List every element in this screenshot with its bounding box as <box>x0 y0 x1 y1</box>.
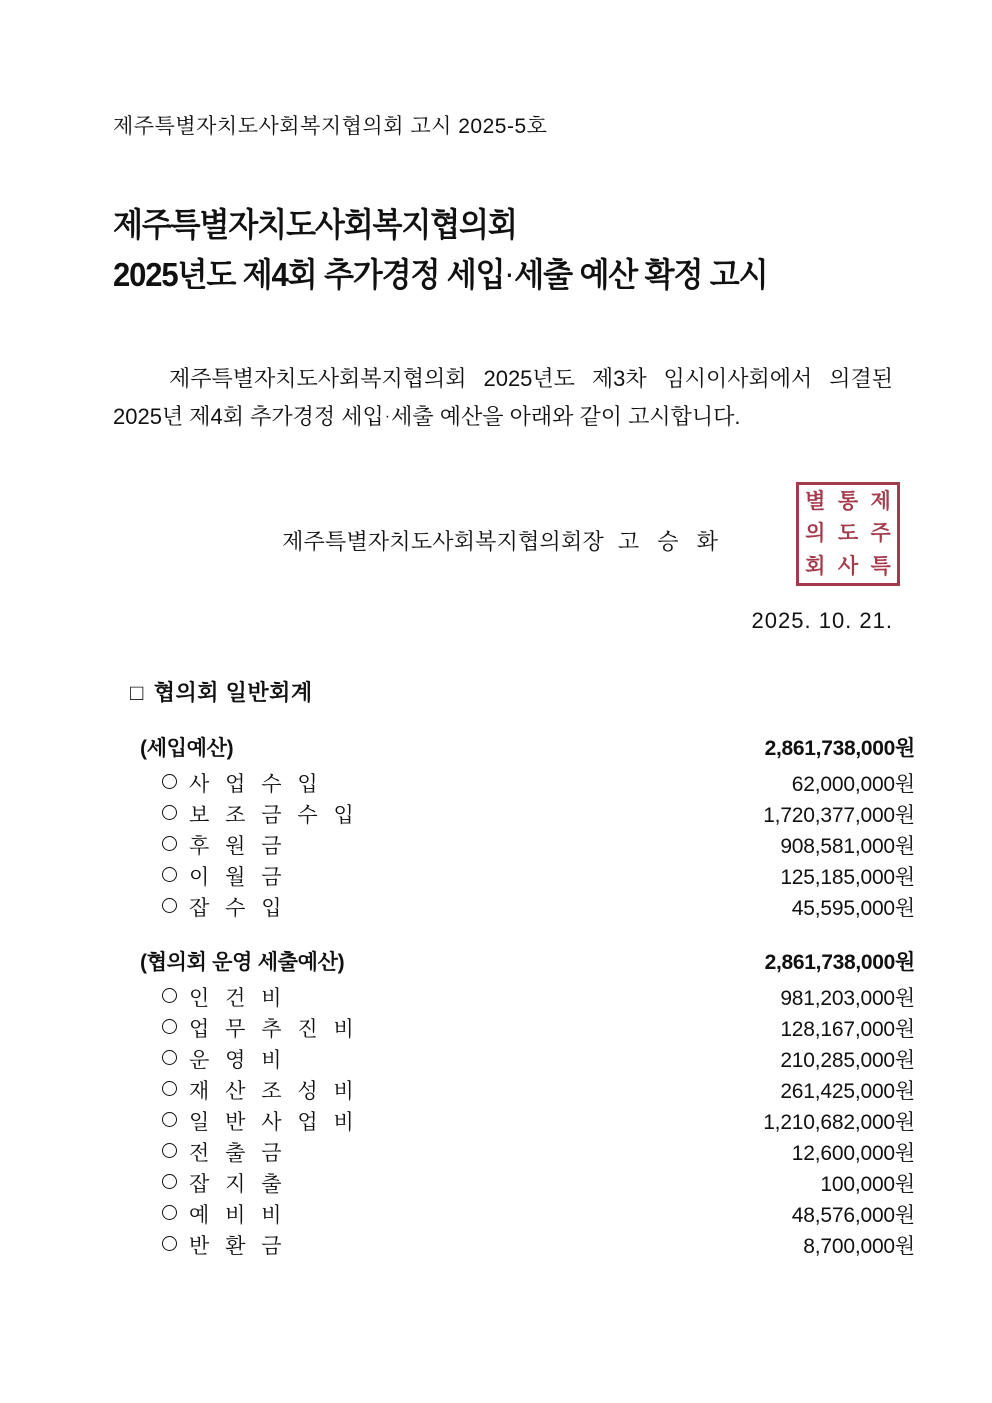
item-amount: 210,285,000원 <box>780 1049 915 1072</box>
circle-bullet-icon <box>162 774 177 789</box>
section-heading-label: 협의회 일반회계 <box>153 680 313 705</box>
item-label: 전 출 금 <box>189 1142 287 1165</box>
list-item <box>140 1076 915 1107</box>
list-item <box>140 831 915 862</box>
signer-title: 제주특별자치도사회복지협의회장 <box>282 529 604 554</box>
circle-bullet-icon <box>162 1236 177 1251</box>
item-amount: 62,000,000원 <box>791 773 915 796</box>
notice-number: 제주특별자치도사회복지협의회 고시 2025-5호 <box>113 115 548 138</box>
list-item <box>140 862 915 893</box>
budget-group-expenditure <box>140 946 915 1262</box>
group-total: 2,861,738,000원 <box>764 737 915 760</box>
list-item <box>140 769 915 800</box>
item-label: 보 조 금 수 입 <box>189 804 359 827</box>
group-header <box>140 946 915 976</box>
budget-group-revenue <box>140 732 915 924</box>
list-item <box>140 1107 915 1138</box>
body-paragraph <box>113 360 893 436</box>
list-item <box>140 1231 915 1262</box>
list-item <box>140 1138 915 1169</box>
seal-char: 사 <box>837 554 859 579</box>
item-amount: 48,576,000원 <box>791 1204 915 1227</box>
item-amount: 128,167,000원 <box>780 1018 915 1041</box>
group-total: 2,861,738,000원 <box>764 951 915 974</box>
circle-bullet-icon <box>162 1143 177 1158</box>
circle-bullet-icon <box>162 1019 177 1034</box>
item-label: 잡 지 출 <box>189 1173 287 1196</box>
body-text-b: 세출 예산을 아래와 같이 고시합니다. <box>391 404 741 429</box>
item-amount: 45,595,000원 <box>791 897 915 920</box>
item-label: 운 영 비 <box>189 1049 287 1072</box>
circle-bullet-icon <box>162 898 177 913</box>
circle-bullet-icon <box>162 1205 177 1220</box>
circle-bullet-icon <box>162 805 177 820</box>
seal-char: 회 <box>805 554 826 579</box>
group-title: (세입예산) <box>140 737 234 760</box>
document-date: 2025. 10. 21. <box>751 608 893 633</box>
circle-bullet-icon <box>162 1112 177 1127</box>
item-label: 후 원 금 <box>189 835 287 858</box>
item-label: 예 비 비 <box>189 1204 287 1227</box>
signature-line <box>113 525 893 556</box>
item-amount: 125,185,000원 <box>780 866 915 889</box>
item-amount: 12,600,000원 <box>791 1142 915 1165</box>
official-seal-icon <box>796 482 900 586</box>
item-label: 일 반 사 업 비 <box>189 1111 359 1134</box>
list-item <box>140 1200 915 1231</box>
item-label: 잡 수 입 <box>189 897 287 920</box>
list-item <box>140 983 915 1014</box>
item-amount: 261,425,000원 <box>780 1080 915 1103</box>
item-amount: 1,210,682,000원 <box>763 1111 915 1134</box>
circle-bullet-icon <box>162 1174 177 1189</box>
list-item <box>140 1045 915 1076</box>
body-separator: · <box>384 408 391 425</box>
title-line-2 <box>113 250 865 300</box>
seal-char: 별 <box>805 488 826 513</box>
list-item <box>140 893 915 924</box>
item-amount: 908,581,000원 <box>780 835 915 858</box>
budget-list <box>140 732 915 1284</box>
document-title <box>113 200 913 300</box>
list-item <box>140 800 915 831</box>
seal-char: 의 <box>805 521 826 546</box>
seal-char: 주 <box>870 521 891 546</box>
item-label: 업 무 추 진 비 <box>189 1018 359 1041</box>
body-text-a: 제주특별자치도사회복지협의회 2025년도 제3차 임시이사회에서 의결된 2025년 제4회 추가경정 세입 <box>113 366 893 429</box>
circle-bullet-icon <box>162 1081 177 1096</box>
square-bullet-icon: □ <box>130 680 144 705</box>
item-amount: 8,700,000원 <box>803 1235 915 1258</box>
item-label: 재 산 조 성 비 <box>189 1080 359 1103</box>
circle-bullet-icon <box>162 867 177 882</box>
group-header <box>140 732 915 762</box>
title-line-1: 제주특별자치도사회복지협의회 <box>113 206 517 243</box>
item-label: 인 건 비 <box>189 987 287 1010</box>
item-label: 반 환 금 <box>189 1235 287 1258</box>
item-amount: 1,720,377,000원 <box>763 804 915 827</box>
seal-char: 통 <box>837 488 859 513</box>
seal-char: 특 <box>870 554 891 579</box>
item-label: 사 업 수 입 <box>189 773 323 796</box>
list-item <box>140 1014 915 1045</box>
title-line-2-part-a: 2025년도 제4회 추가경정 세입 <box>113 256 505 293</box>
circle-bullet-icon <box>162 836 177 851</box>
item-amount: 981,203,000원 <box>780 987 915 1010</box>
group-title: (협의회 운영 세출예산) <box>140 951 345 974</box>
circle-bullet-icon <box>162 1050 177 1065</box>
signer-name: 고 승 화 <box>617 529 724 554</box>
item-amount: 100,000원 <box>820 1173 915 1196</box>
section-heading <box>130 676 313 707</box>
item-label: 이 월 금 <box>189 866 287 889</box>
list-item <box>140 1169 915 1200</box>
seal-char: 제 <box>870 488 891 513</box>
circle-bullet-icon <box>162 988 177 1003</box>
title-separator: · <box>506 262 513 288</box>
title-line-2-part-b: 세출 예산 확정 고시 <box>514 256 768 293</box>
seal-char: 도 <box>837 521 859 546</box>
